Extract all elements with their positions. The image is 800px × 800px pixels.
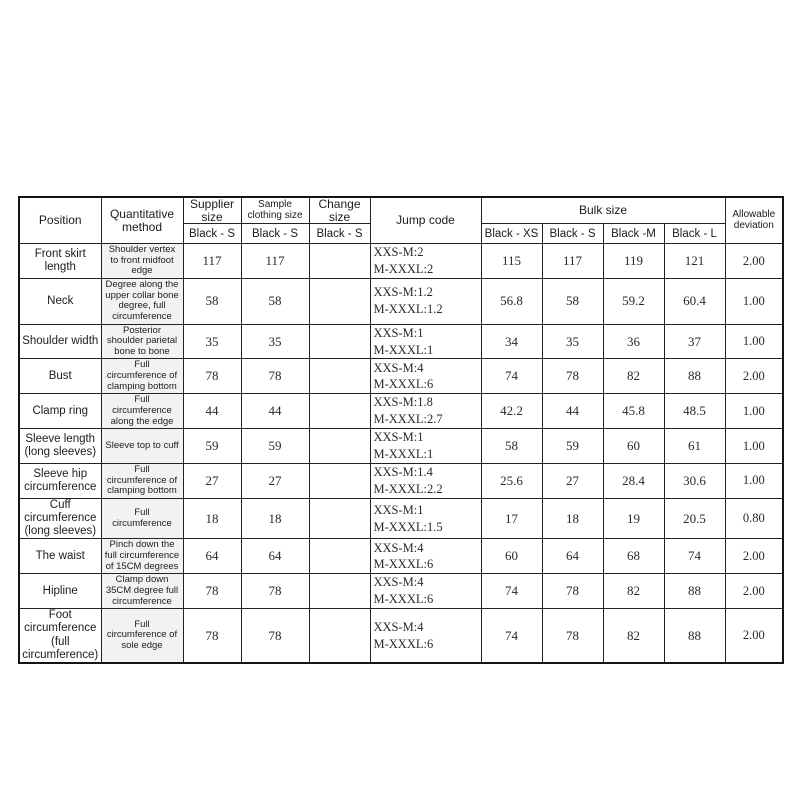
deviation-value: 1.00 [725, 463, 783, 498]
sample-size-value: 64 [241, 539, 309, 574]
jump-code-line-1: XXS-M:1 [373, 325, 424, 340]
change-size-value [309, 244, 370, 279]
method-cell: Pinch down the full circumference of 15CM degrees [101, 539, 183, 574]
jump-code-line-1: XXS-M:1.4 [373, 465, 433, 479]
deviation-value: 1.00 [725, 394, 783, 429]
method-cell: Full circumference of sole edge [101, 609, 183, 663]
method-cell: Full circumference along the edge [101, 394, 183, 429]
jump-code-line-2: M-XXXL:6 [373, 557, 434, 572]
subheader-bulk-m: Black -M [603, 224, 664, 244]
col-header-change-size: Change size [309, 197, 370, 224]
sample-size-value: 78 [241, 359, 309, 394]
jump-code-cell [370, 539, 481, 574]
deviation-value: 0.80 [725, 498, 783, 539]
sample-size-value: 44 [241, 394, 309, 429]
bulk-m-value: 68 [603, 539, 664, 574]
subheader-bulk-l: Black - L [664, 224, 725, 244]
supplier-size-value: 44 [183, 394, 241, 429]
jump-code-cell [370, 359, 481, 394]
jump-code-cell [370, 244, 481, 279]
jump-code-line-2: M-XXXL:1 [373, 447, 434, 462]
bulk-xs-value: 74 [481, 359, 542, 394]
supplier-size-value: 78 [183, 574, 241, 609]
supplier-size-value: 78 [183, 359, 241, 394]
method-cell: Degree along the upper collar bone degree, full circumference [101, 279, 183, 325]
change-size-value [309, 609, 370, 663]
jump-code-line-2: M-XXXL:2 [373, 262, 434, 277]
method-cell: Clamp down 35CM degree full circumference [101, 574, 183, 609]
bulk-s-value: 78 [542, 574, 603, 609]
sample-size-value: 59 [241, 429, 309, 464]
jump-code-line-1: XXS-M:4 [373, 540, 424, 555]
bulk-xs-value: 17 [481, 498, 542, 539]
jump-code-cell [370, 394, 481, 429]
bulk-m-value: 82 [603, 359, 664, 394]
bulk-xs-value: 60 [481, 539, 542, 574]
bulk-m-value: 36 [603, 324, 664, 359]
bulk-m-value: 28.4 [603, 463, 664, 498]
jump-code-line-1: XXS-M:4 [373, 360, 424, 375]
method-cell: Full circumference of clamping bottom [101, 359, 183, 394]
table-header [19, 197, 783, 244]
jump-code-cell [370, 324, 481, 359]
bulk-xs-value: 42.2 [481, 394, 542, 429]
bulk-l-value: 121 [664, 244, 725, 279]
change-size-value [309, 539, 370, 574]
col-header-supplier-size: Supplier size [183, 197, 241, 224]
bulk-l-value: 88 [664, 609, 725, 663]
jump-code-line-2: M-XXXL:1.2 [373, 302, 443, 317]
deviation-value: 2.00 [725, 539, 783, 574]
subheader-change-color-size: Black - S [309, 224, 370, 244]
deviation-value: 2.00 [725, 244, 783, 279]
position-cell: Clamp ring [19, 394, 101, 429]
col-header-method: Quantitative method [101, 197, 183, 244]
supplier-size-value: 58 [183, 279, 241, 325]
bulk-s-value: 78 [542, 609, 603, 663]
table-row [19, 429, 783, 464]
sample-size-value: 78 [241, 574, 309, 609]
table-row [19, 498, 783, 539]
bulk-m-value: 82 [603, 574, 664, 609]
jump-code-cell [370, 574, 481, 609]
change-size-value [309, 359, 370, 394]
position-cell: Front skirt length [19, 244, 101, 279]
position-cell: Hipline [19, 574, 101, 609]
deviation-value: 2.00 [725, 609, 783, 663]
supplier-size-value: 18 [183, 498, 241, 539]
deviation-value: 1.00 [725, 324, 783, 359]
col-header-deviation: Allowable deviation [725, 197, 783, 244]
supplier-size-value: 59 [183, 429, 241, 464]
jump-code-cell [370, 463, 481, 498]
change-size-value [309, 574, 370, 609]
bulk-l-value: 30.6 [664, 463, 725, 498]
bulk-m-value: 59.2 [603, 279, 664, 325]
jump-code-line-1: XXS-M:4 [373, 619, 424, 634]
jump-code-line-1: XXS-M:1 [373, 430, 424, 445]
change-size-value [309, 498, 370, 539]
bulk-xs-value: 56.8 [481, 279, 542, 325]
table-row [19, 539, 783, 574]
bulk-xs-value: 74 [481, 609, 542, 663]
supplier-size-value: 64 [183, 539, 241, 574]
method-cell: Full circumference [101, 498, 183, 539]
bulk-m-value: 45.8 [603, 394, 664, 429]
supplier-size-value: 78 [183, 609, 241, 663]
jump-code-cell [370, 429, 481, 464]
bulk-l-value: 88 [664, 359, 725, 394]
table-row [19, 574, 783, 609]
bulk-s-value: 117 [542, 244, 603, 279]
subheader-supplier-color-size: Black - S [183, 224, 241, 244]
bulk-l-value: 61 [664, 429, 725, 464]
sample-size-value: 35 [241, 324, 309, 359]
sample-size-value: 27 [241, 463, 309, 498]
bulk-s-value: 18 [542, 498, 603, 539]
method-cell: Shoulder vertex to front midfoot edge [101, 244, 183, 279]
method-cell: Full circumference of clamping bottom [101, 463, 183, 498]
jump-code-line-2: M-XXXL:1 [373, 342, 434, 357]
jump-code-line-1: XXS-M:4 [373, 575, 424, 590]
supplier-size-value: 117 [183, 244, 241, 279]
table-row [19, 463, 783, 498]
table-row [19, 324, 783, 359]
position-cell: Cuff circumference (long sleeves) [19, 498, 101, 539]
jump-code-line-2: M-XXXL:6 [373, 636, 434, 651]
bulk-s-value: 35 [542, 324, 603, 359]
jump-code-line-2: M-XXXL:1.5 [373, 519, 443, 534]
col-header-jump-code: Jump code [370, 197, 481, 244]
size-spec-table [18, 196, 784, 664]
bulk-xs-value: 34 [481, 324, 542, 359]
position-cell: Neck [19, 279, 101, 325]
jump-code-cell [370, 609, 481, 663]
jump-code-cell [370, 498, 481, 539]
bulk-l-value: 60.4 [664, 279, 725, 325]
change-size-value [309, 324, 370, 359]
bulk-m-value: 82 [603, 609, 664, 663]
bulk-s-value: 44 [542, 394, 603, 429]
col-header-sample-size: Sample clothing size [241, 197, 309, 224]
bulk-s-value: 58 [542, 279, 603, 325]
table-row [19, 244, 783, 279]
supplier-size-value: 35 [183, 324, 241, 359]
table-row [19, 609, 783, 663]
table-row [19, 359, 783, 394]
bulk-xs-value: 115 [481, 244, 542, 279]
change-size-value [309, 394, 370, 429]
bulk-s-value: 27 [542, 463, 603, 498]
bulk-l-value: 74 [664, 539, 725, 574]
col-header-position: Position [19, 197, 101, 244]
change-size-value [309, 463, 370, 498]
table-body [19, 244, 783, 663]
col-header-bulk-size: Bulk size [481, 197, 725, 224]
bulk-xs-value: 58 [481, 429, 542, 464]
jump-code-line-1: XXS-M:1.2 [373, 285, 433, 300]
sample-size-value: 78 [241, 609, 309, 663]
table-row [19, 394, 783, 429]
sample-size-value: 117 [241, 244, 309, 279]
bulk-m-value: 119 [603, 244, 664, 279]
bulk-xs-value: 25.6 [481, 463, 542, 498]
bulk-s-value: 64 [542, 539, 603, 574]
deviation-value: 2.00 [725, 574, 783, 609]
subheader-bulk-s: Black - S [542, 224, 603, 244]
bulk-xs-value: 74 [481, 574, 542, 609]
jump-code-line-2: M-XXXL:6 [373, 592, 434, 607]
bulk-l-value: 37 [664, 324, 725, 359]
bulk-m-value: 60 [603, 429, 664, 464]
method-cell: Posterior shoulder parietal bone to bone [101, 324, 183, 359]
deviation-value: 2.00 [725, 359, 783, 394]
position-cell: Foot circumference (full circumference) [19, 609, 101, 663]
jump-code-line-2: M-XXXL:6 [373, 377, 434, 392]
jump-code-line-1: XXS-M:2 [373, 245, 424, 260]
header-row-main [19, 197, 783, 224]
position-cell: Sleeve hip circumference [19, 463, 101, 498]
change-size-value [309, 429, 370, 464]
deviation-value: 1.00 [725, 279, 783, 325]
position-cell: The waist [19, 539, 101, 574]
change-size-value [309, 279, 370, 325]
sample-size-value: 18 [241, 498, 309, 539]
table-row [19, 279, 783, 325]
bulk-l-value: 48.5 [664, 394, 725, 429]
bulk-s-value: 78 [542, 359, 603, 394]
method-cell: Sleeve top to cuff [101, 429, 183, 464]
supplier-size-value: 27 [183, 463, 241, 498]
jump-code-cell [370, 279, 481, 325]
jump-code-line-1: XXS-M:1 [373, 502, 424, 517]
subheader-sample-color-size: Black - S [241, 224, 309, 244]
position-cell: Sleeve length (long sleeves) [19, 429, 101, 464]
bulk-s-value: 59 [542, 429, 603, 464]
bulk-l-value: 88 [664, 574, 725, 609]
position-cell: Shoulder width [19, 324, 101, 359]
bulk-m-value: 19 [603, 498, 664, 539]
jump-code-line-2: M-XXXL:2.7 [373, 412, 443, 427]
jump-code-line-1: XXS-M:1.8 [373, 395, 433, 410]
sample-size-value: 58 [241, 279, 309, 325]
subheader-bulk-xs: Black - XS [481, 224, 542, 244]
position-cell: Bust [19, 359, 101, 394]
jump-code-line-2: M-XXXL:2.2 [373, 481, 443, 496]
deviation-value: 1.00 [725, 429, 783, 464]
bulk-l-value: 20.5 [664, 498, 725, 539]
